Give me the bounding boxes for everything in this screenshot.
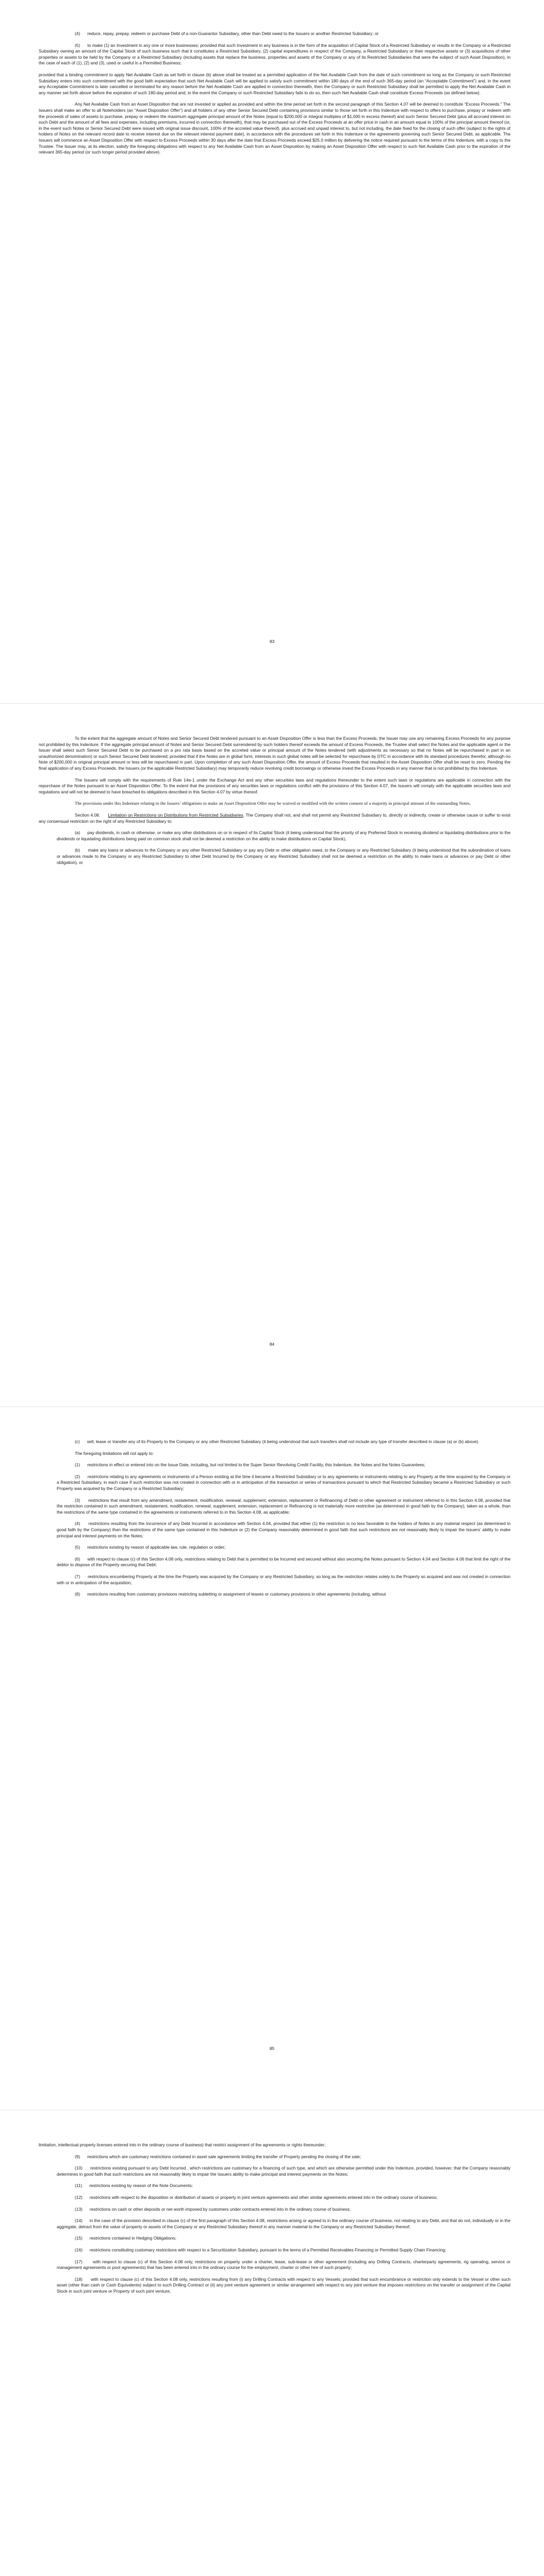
page-83	[0, 0, 544, 703]
section-title: Limitation on Restrictions on Distributions from Restricted Subsidiaries	[108, 812, 243, 818]
item-1: (1) restrictions in effect or entered into on the Issue Date, including, but not limited to the Super Senior Revolving Credit Facility, this Indenture, the Notes and the Notes Guarantees;	[75, 1462, 425, 1468]
clause-b-paragraph: (b) make any loans or advances to the Company or any other Restricted Subsidiary or pay any Debt or other obligation owed, to the Company or any Restricted Subsidiary (it being understood that the subordination of loans or advances made to the Company or any Restricted Subsidiary to other Debt Incurred by the Company or any Restricted Subsidiary shall not be deemed a restriction on the ability to make loans or advances or pay Debt or other obligation), or	[57, 848, 510, 865]
item-8-continuation: limitation, intellectual property licenses entered into in the ordinary course of business) that restrict assignment of the agreements or rights thereunder;	[39, 2142, 326, 2147]
item-3: (3) restrictions that result from any amendment, restatement, modification, renewal, supplement, extension, replacement or Refinancing of Debt or other agreement or instrument referred to in this Section 4.08, provided that the restriction contained in such amendment, restatement, modification, renewal, supplement, extension, replacement or Refinancing is not materially more restrictive (as determined in good faith by the Company), taken as a whole, than the restrictions of the same type contained in the agreements or instruments referred to in this Section 4.08, as applicable;	[57, 1497, 510, 1515]
item-6: (6) with respect to clause (c) of this Section 4.08 only, restrictions relating to Debt that is permitted to be Incurred and secured without also securing the Notes pursuant to Section 4.04 and Section 4.06 that limit the right of the debtor to dispose of the Property securing that Debt;	[57, 1556, 510, 1568]
clause-4-paragraph: (4) reduce, repay, prepay, redeem or purchase Debt of a non-Guarantor Subsidiary, other than Debt owed to the Issuers or another Restricted Subsidiary; or	[75, 31, 379, 36]
page-84	[0, 704, 544, 1406]
proviso-paragraph: provided that a binding commitment to apply Net Available Cash as set forth in clause (b) above shall be treated as a permitted application of the Net Available Cash from the date of such commitment so long as the Company or such Restricted Subsidiary enters into such commitment with the good faith expectation that such Net Available Cash will be applied to satisfy such commitment within 180 days of the end of such 365-day period (an “Acceptable Commitment”) and, in the event any Acceptable Commitment is later cancelled or terminated for any reason before the Net Available Cash are applied in connection therewith, then the Company or such Restricted Subsidiary shall be permitted to apply the Net Available Cash in any manner set forth above before the expiration of such 180-day period and, in the event the Company or such Restricted Subsidiary fails to do so, then such Net Available Cash shall constitute Excess Proceeds (as defined below).	[39, 72, 510, 95]
item-4: (4) restrictions resulting from the Incurrence of any Debt Incurred in accordance with Section 4.04, provided that either (1) the restriction is no less favorable to the holders of Notes in any material respect (as determined in good faith by the Company) than the restrictions of the same type contained in this Indenture or (2) the Company reasonably determined in good faith that such restrictions are not reasonably likely to impair the Issuers’ ability to make principal and interest payments on the Notes;	[57, 1521, 510, 1538]
clause-c-paragraph: (c) sell, lease or transfer any of its Property to the Company or any other Restricted Subsidiary (it being understood that such transfers shall not include any type of transfer described in clause (a) or (b) above).	[75, 1439, 480, 1444]
excess-proceeds-paragraph: Any Net Available Cash from an Asset Disposition that are not invested or applied as provided and within the time period set forth in the second paragraph of this Section 4.07 will be deemed to constitute “Excess Proceeds.” The Issuers shall make an offer to all Noteholders (an “Asset Disposition Offer”) and all holders of any other Senior Secured Debt containing provisions similar to those set forth in this Indenture with respect to offers to purchase, prepay or redeem with the proceeds of sales of assets to purchase, prepay or redeem the maximum aggregate principal amount of the Notes (equal to $200,000 or integral multiples of $1,000 in excess thereof) and such Senior Secured Debt (plus all accrued interest on such Debt and the amount of all fees and expenses, including premiums, incurred in connection therewith), that may be purchased out of the Excess Proceeds at an offer price in cash in an amount equal to 100% of the principal amount thereof (or, in the event such Notes or Senior Secured Debt were issued with original issue discount, 100% of the accreted value thereof), plus accrued and unpaid interest to, but not including, the date fixed for the closing of such offer (subject to the rights of holders of Notes on the relevant record date to receive interest due on the relevant interest payment date), in accordance with the procedures set forth in this Indenture or the agreements governing such Senior Secured Debt, as applicable. The Issuers will commence an Asset Disposition Offer with respect to Excess Proceeds within 30 days after the date that Excess Proceeds exceed $25.0 million by delivering the notice required pursuant to the terms of this Indenture, with a copy to the Trustee. The Issuer may, at its election, satisfy the foregoing obligations with respect to any Net Available Cash from an Asset Disposition by making an Asset Disposition Offer with respect to such Net Available Cash prior to the expiration of the relevant 365-day period (or such longer period provided above).	[39, 101, 510, 155]
item-9: (9) restrictions which are customary restrictions contained in asset sale agreements limiting the transfer of Property pending the closing of the sale;	[75, 2154, 361, 2159]
item-11: (11) restrictions existing by reason of the Note Documents;	[75, 2183, 193, 2189]
section-body: . The Company shall not, and shall not permit any Restricted Subsidiary to, directly or indirectly, create or otherwise cause or suffer to exist any consensual restriction on the right of any Restricted Subsidiary to:	[39, 812, 510, 824]
section-number: Section 4.08.	[75, 812, 101, 818]
section-4-08-paragraph	[39, 812, 510, 824]
clause-5-paragraph: (5) to make (1) an Investment in any one or more businesses; provided that such Investment in any business is in the form of the acquisition of Capital Stock of a Restricted Subsidiary or results in the Company or a Restricted Subsidiary owning an amount of the Capital Stock of such business such that it constitutes a Restricted Subsidiary, (2) capital expenditures in respect of the Company, a Restricted Subsidiary or their respective assets or (3) acquisitions of other properties or assets to be held by the Company or a Restricted Subsidiary (including assets that replace the business, properties and assets of the Company or any of its Restricted Subsidiaries that were the subject of such Asset Disposition), in the case of each of (1), (2) and (3), used or useful in a Permitted Business;	[39, 42, 510, 66]
rule-14e-1-paragraph: The Issuers will comply with the requirements of Rule 14e-1 under the Exchange Act and any other securities laws and regulations thereunder to the extent such laws or regulations are applicable in connection with the repurchase of the Notes pursuant to an Asset Disposition Offer. To the extent that the provisions of any securities laws or regulations conflict with the provisions of this Section 4.07, the Issuers will comply with the applicable securities laws and regulations and will not be deemed to have breached its obligations described in this Section 4.07 by virtue thereof.	[39, 777, 510, 794]
item-8: (8) restrictions resulting from customary provisions restricting subletting or assignment of leases or customary provisions in other agreements (including, without	[75, 1591, 386, 1597]
item-10: (10) restrictions existing pursuant to any Debt Incurred , which restrictions are customary for a financing of such type, and which are otherwise permitted under this Indenture, provided, however, that the Company reasonably determines in good faith that such restrictions are not reasonably likely to impair the Issuers ability to make principal and interest payments on the Notes;	[57, 2165, 510, 2177]
page-86	[0, 2110, 544, 2576]
item-7: (7) restrictions encumbering Property at the time the Property was acquired by the Company or any Restricted Subsidiary, so long as the restriction relates solely to the Property so acquired and was not created in connection with or in anticipation of the acquisition;	[57, 1573, 510, 1585]
item-17: (17) with respect to clause (c) of this Section 4.08 only, restrictions on property under a charter, lease, sub-lease or other agreement (including any Drilling Contracts, charterparty agreements, rig operating, service or management agreements or pool agreements) that has been entered into in the ordinary course for the employment, charter or other hire of such property;	[57, 2259, 510, 2270]
page-number: 85	[269, 2046, 275, 2051]
waiver-paragraph: The provisions under this Indenture relating to the Issuers’ obligations to make an Asset Disposition Offer may be waived or modified with the written consent of a majority in principal amount of the outstanding Notes.	[75, 801, 471, 806]
limitations-intro: The foregoing limitations will not apply to:	[75, 1450, 154, 1456]
item-18: (18) with respect to clause (c) of this Section 4.08 only, restrictions resulting from (i) any Drilling Contracts with respect to any Vessels; provided that such encumbrance or restriction only extends to the Vessel or other such asset (other than cash or Cash Equivalents) subject to such Drilling Contract or (ii) any joint venture agreement or similar arrangement with respect to any joint venture that imposes restrictions on the transfer or assignment of the Capital Stock in such joint venture or Property of such joint venture;	[57, 2276, 510, 2294]
clause-a-paragraph: (a) pay dividends, in cash or otherwise, or make any other distributions on or in respect of its Capital Stock (it being understood that the priority of any Preferred Stock in receiving dividend or liquidating distributions prior to the dividends or liquidating distributions being paid on common stock shall not be deemed a restriction on the ability to make distributions on Capital Stock),	[57, 830, 510, 841]
remaining-proceeds-paragraph: To the extent that the aggregate amount of Notes and Senior Secured Debt tendered pursuant to an Asset Disposition Offer is less than the Excess Proceeds, the Issuer may use any remaining Excess Proceeds for any purpose not prohibited by this Indenture. If the aggregate principal amount of Notes and Senior Secured Debt surrendered by such holders thereof exceeds the amount of Excess Proceeds, the Trustee shall select the Notes and the applicable agent or the Issuer shall select such Senior Secured Debt to be purchased on a pro rata basis based on the accreted value or principal amount of the Notes tendered (with adjustments as necessary so that no Notes will be repurchased in part in an unauthorized denomination) or such Senior Secured Debt tendered; provided that if the Notes are in global form, interests in such global notes will be selected for repurchase by DTC in accordance with its standard procedures therefor, although no Note of $200,000 in original principal amount or less will be repurchased in part. Upon completion of any such Asset Disposition Offer, the amount of Excess Proceeds that resulted in the Asset Disposition Offer shall be reset to zero. Pending the final application of any Excess Proceeds, the Issuers (or the applicable Restricted Subsidiary) may temporarily reduce revolving credit borrowings or otherwise invest the Excess Proceeds in any manner that is not prohibited by this Indenture.	[39, 736, 510, 771]
item-12: (12) restrictions with respect to the disposition or distribution of assets or property in joint venture agreements and other similar agreements entered into in the ordinary course of business;	[75, 2194, 438, 2200]
page-85	[0, 1407, 544, 2110]
item-2: (2) restrictions relating to any agreements or instruments of a Person existing at the time it became a Restricted Subsidiary or to any agreements or instruments relating to any Property at the time acquired by the Company or a Restricted Subsidiary, in each case if such restriction was not created in connection with or in anticipation of the transaction or series of transactions pursuant to which that Restricted Subsidiary became a Restricted Subsidiary or such Property was acquired by the Company or a Restricted Subsidiary;	[57, 1473, 510, 1491]
page-number: 83	[269, 639, 275, 644]
item-13: (13) restrictions on cash or other deposits or net worth imposed by customers under contracts entered into in the ordinary course of business;	[75, 2206, 351, 2212]
item-5: (5) restrictions existing by reason of applicable law, rule, regulation or order;	[75, 1545, 226, 1550]
page-number: 84	[269, 1342, 275, 1347]
item-16: (16) restrictions constituting customary restrictions with respect to a Securitization Subsidiary, pursuant to the terms of a Permitted Receivables Financing or Permitted Supply Chain Financing;	[75, 2247, 447, 2252]
item-14: (14) in the case of the provision described in clause (c) of the first paragraph of this Section 4.08, restrictions arising or agreed to in the ordinary course of business, not relating to any Debt, and that do not, individually or in the aggregate, detract from the value of property or assets of the Company or any Restricted Subsidiary thereof in any manner material to the Company or any Restricted Subsidiary thereof;	[57, 2218, 510, 2229]
item-15: (15) restrictions contained in Hedging Obligations;	[75, 2235, 176, 2241]
